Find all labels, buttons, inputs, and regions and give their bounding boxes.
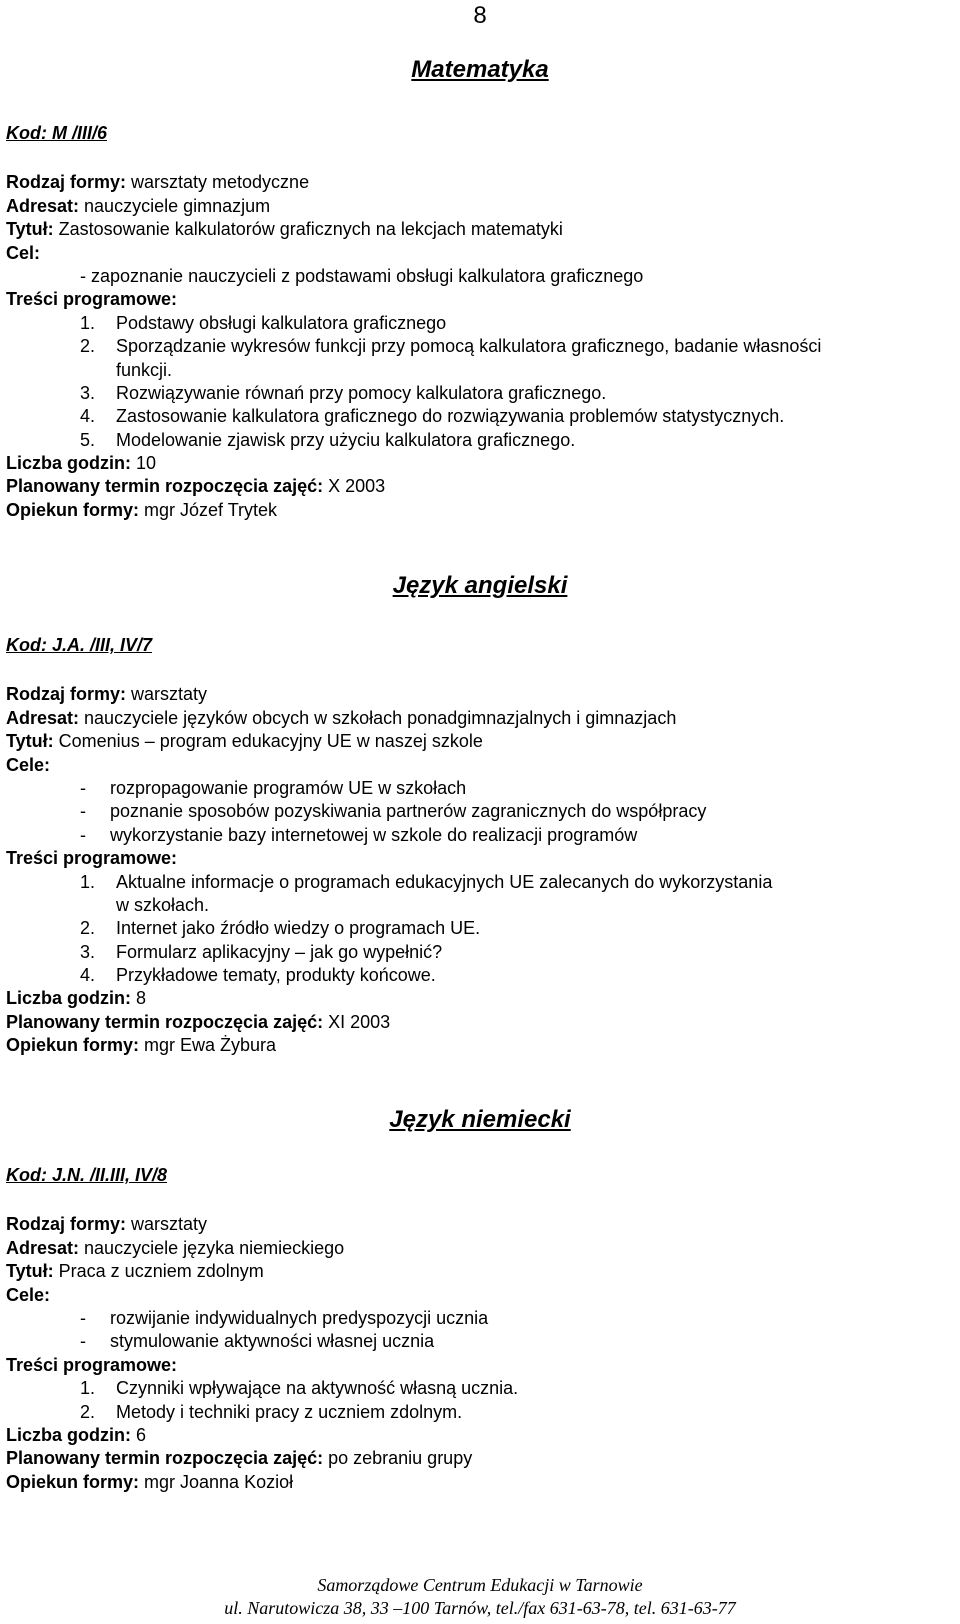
goal-list [6,777,956,847]
list-item: 3. Formularz aplikacyjny – jak go wypełnić? [80,941,443,962]
program-content-label: Treści programowe: [6,1354,178,1375]
form-type-value: warsztaty metodyczne [126,172,310,193]
subject-title-angielski: Język angielski [392,572,568,599]
list-item: - wykorzystanie bazy internetowej w szkole do realizacji programów [80,824,638,845]
addressee-row [6,1237,956,1260]
start-date-value: po zebraniu grupy [323,1448,473,1469]
supervisor-row [6,1471,956,1494]
hours-row [6,1424,956,1447]
supervisor-value: mgr Józef Trytek [139,499,278,520]
list-item: 2. Metody i techniki pracy z uczniem zdolnym. [80,1401,463,1422]
footer-address: ul. Narutowicza 38, 33 –100 Tarnów, tel./fax 631-63-78, tel. 631-63-77 [224,1598,736,1619]
list-item: - rozwijanie indywidualnych predyspozycji ucznia [80,1307,489,1328]
start-date-value: XI 2003 [323,1011,391,1032]
addressee-row [6,707,956,730]
hours-label: Liczba godzin: [6,453,131,474]
start-date-row [6,1447,956,1470]
form-type-row [6,171,956,194]
title-value: Praca z uczniem zdolnym [53,1261,264,1282]
addressee-row [6,195,956,218]
goal-label: Cele: [6,1284,51,1305]
section-niemiecki [6,1164,956,1494]
hours-value: 10 [131,453,157,474]
start-date-label: Planowany termin rozpoczęcia zajęć: [6,1448,324,1469]
form-type-value: warsztaty [126,1214,208,1235]
addressee-label: Adresat: [6,1237,80,1258]
hours-value: 6 [131,1424,147,1445]
title-label: Tytuł: [6,219,54,240]
program-content-label: Treści programowe: [6,289,178,310]
start-date-row [6,1011,956,1034]
section-angielski [6,634,956,1058]
page-footer [0,1574,960,1621]
supervisor-row [6,499,956,522]
program-content-label: Treści programowe: [6,848,178,869]
list-item: 2. Sporządzanie wykresów funkcji przy pomocą kalkulatora graficznego, badanie własności funkcji. [80,336,822,380]
list-item: 1. Aktualne informacje o programach edukacyjnych UE zalecanych do wykorzystania w szkołach. [80,871,773,915]
goal-list [6,1307,956,1354]
supervisor-label: Opiekun formy: [6,1035,140,1056]
subject-title-matematyka: Matematyka [411,56,549,83]
title-row [6,218,956,241]
program-content-list [6,312,956,452]
hours-row [6,987,956,1010]
goal-item: - zapoznanie nauczycieli z podstawami obsługi kalkulatora graficznego [80,265,644,286]
start-date-value: X 2003 [323,476,386,497]
form-type-label: Rodzaj formy: [6,684,127,705]
form-type-row [6,683,956,706]
section-matematyka [6,122,956,522]
form-type-label: Rodzaj formy: [6,1214,127,1235]
section-code: Kod: J.A. /III, IV/7 [6,635,153,655]
section-code: Kod: J.N. /II.III, IV/8 [6,1165,168,1185]
title-value: Comenius – program edukacyjny UE w naszej szkole [53,731,483,752]
title-label: Tytuł: [6,1261,54,1282]
list-item: - rozpropagowanie programów UE w szkołach [80,777,467,798]
form-type-row [6,1213,956,1236]
list-item: 1. Czynniki wpływające na aktywność własną ucznia. [80,1378,519,1399]
hours-value: 8 [131,988,147,1009]
hours-row [6,452,956,475]
footer-institution: Samorządowe Centrum Edukacji w Tarnowie [317,1575,643,1595]
program-content-list [6,1377,956,1424]
list-item: - poznanie sposobów pozyskiwania partnerów zagranicznych do współpracy [80,801,707,822]
supervisor-label: Opiekun formy: [6,499,140,520]
start-date-row [6,475,956,498]
list-item: 5. Modelowanie zjawisk przy użyciu kalkulatora graficznego. [80,429,576,450]
title-row [6,730,956,753]
list-item: 4. Zastosowanie kalkulatora graficznego do rozwiązywania problemów statystycznych. [80,406,785,427]
list-item: 1. Podstawy obsługi kalkulatora graficznego [80,312,447,333]
form-type-label: Rodzaj formy: [6,172,127,193]
title-value: Zastosowanie kalkulatorów graficznych na lekcjach matematyki [53,219,563,240]
title-row [6,1260,956,1283]
start-date-label: Planowany termin rozpoczęcia zajęć: [6,1011,324,1032]
title-label: Tytuł: [6,731,54,752]
form-type-value: warsztaty [126,684,208,705]
addressee-value: nauczyciele gimnazjum [79,195,271,216]
goal-label: Cele: [6,754,51,775]
addressee-label: Adresat: [6,195,80,216]
list-item: 4. Przykładowe tematy, produkty końcowe. [80,965,436,986]
start-date-label: Planowany termin rozpoczęcia zajęć: [6,476,324,497]
page-number: 8 [473,2,487,29]
hours-label: Liczba godzin: [6,988,131,1009]
program-content-list [6,871,956,988]
subject-title-niemiecki: Język niemiecki [389,1106,571,1133]
supervisor-row [6,1034,956,1057]
list-item: 3. Rozwiązywanie równań przy pomocy kalkulatora graficznego. [80,382,607,403]
addressee-label: Adresat: [6,707,80,728]
list-item: - stymulowanie aktywności własnej ucznia [80,1331,435,1352]
addressee-value: nauczyciele języków obcych w szkołach ponadgimnazjalnych i gimnazjach [79,707,677,728]
section-code: Kod: M /III/6 [6,123,107,143]
supervisor-label: Opiekun formy: [6,1471,140,1492]
hours-label: Liczba godzin: [6,1424,131,1445]
supervisor-value: mgr Joanna Kozioł [139,1471,294,1492]
goal-label: Cel: [6,242,41,263]
list-item: 2. Internet jako źródło wiedzy o programach UE. [80,918,481,939]
addressee-value: nauczyciele języka niemieckiego [79,1237,345,1258]
supervisor-value: mgr Ewa Żybura [139,1035,277,1056]
